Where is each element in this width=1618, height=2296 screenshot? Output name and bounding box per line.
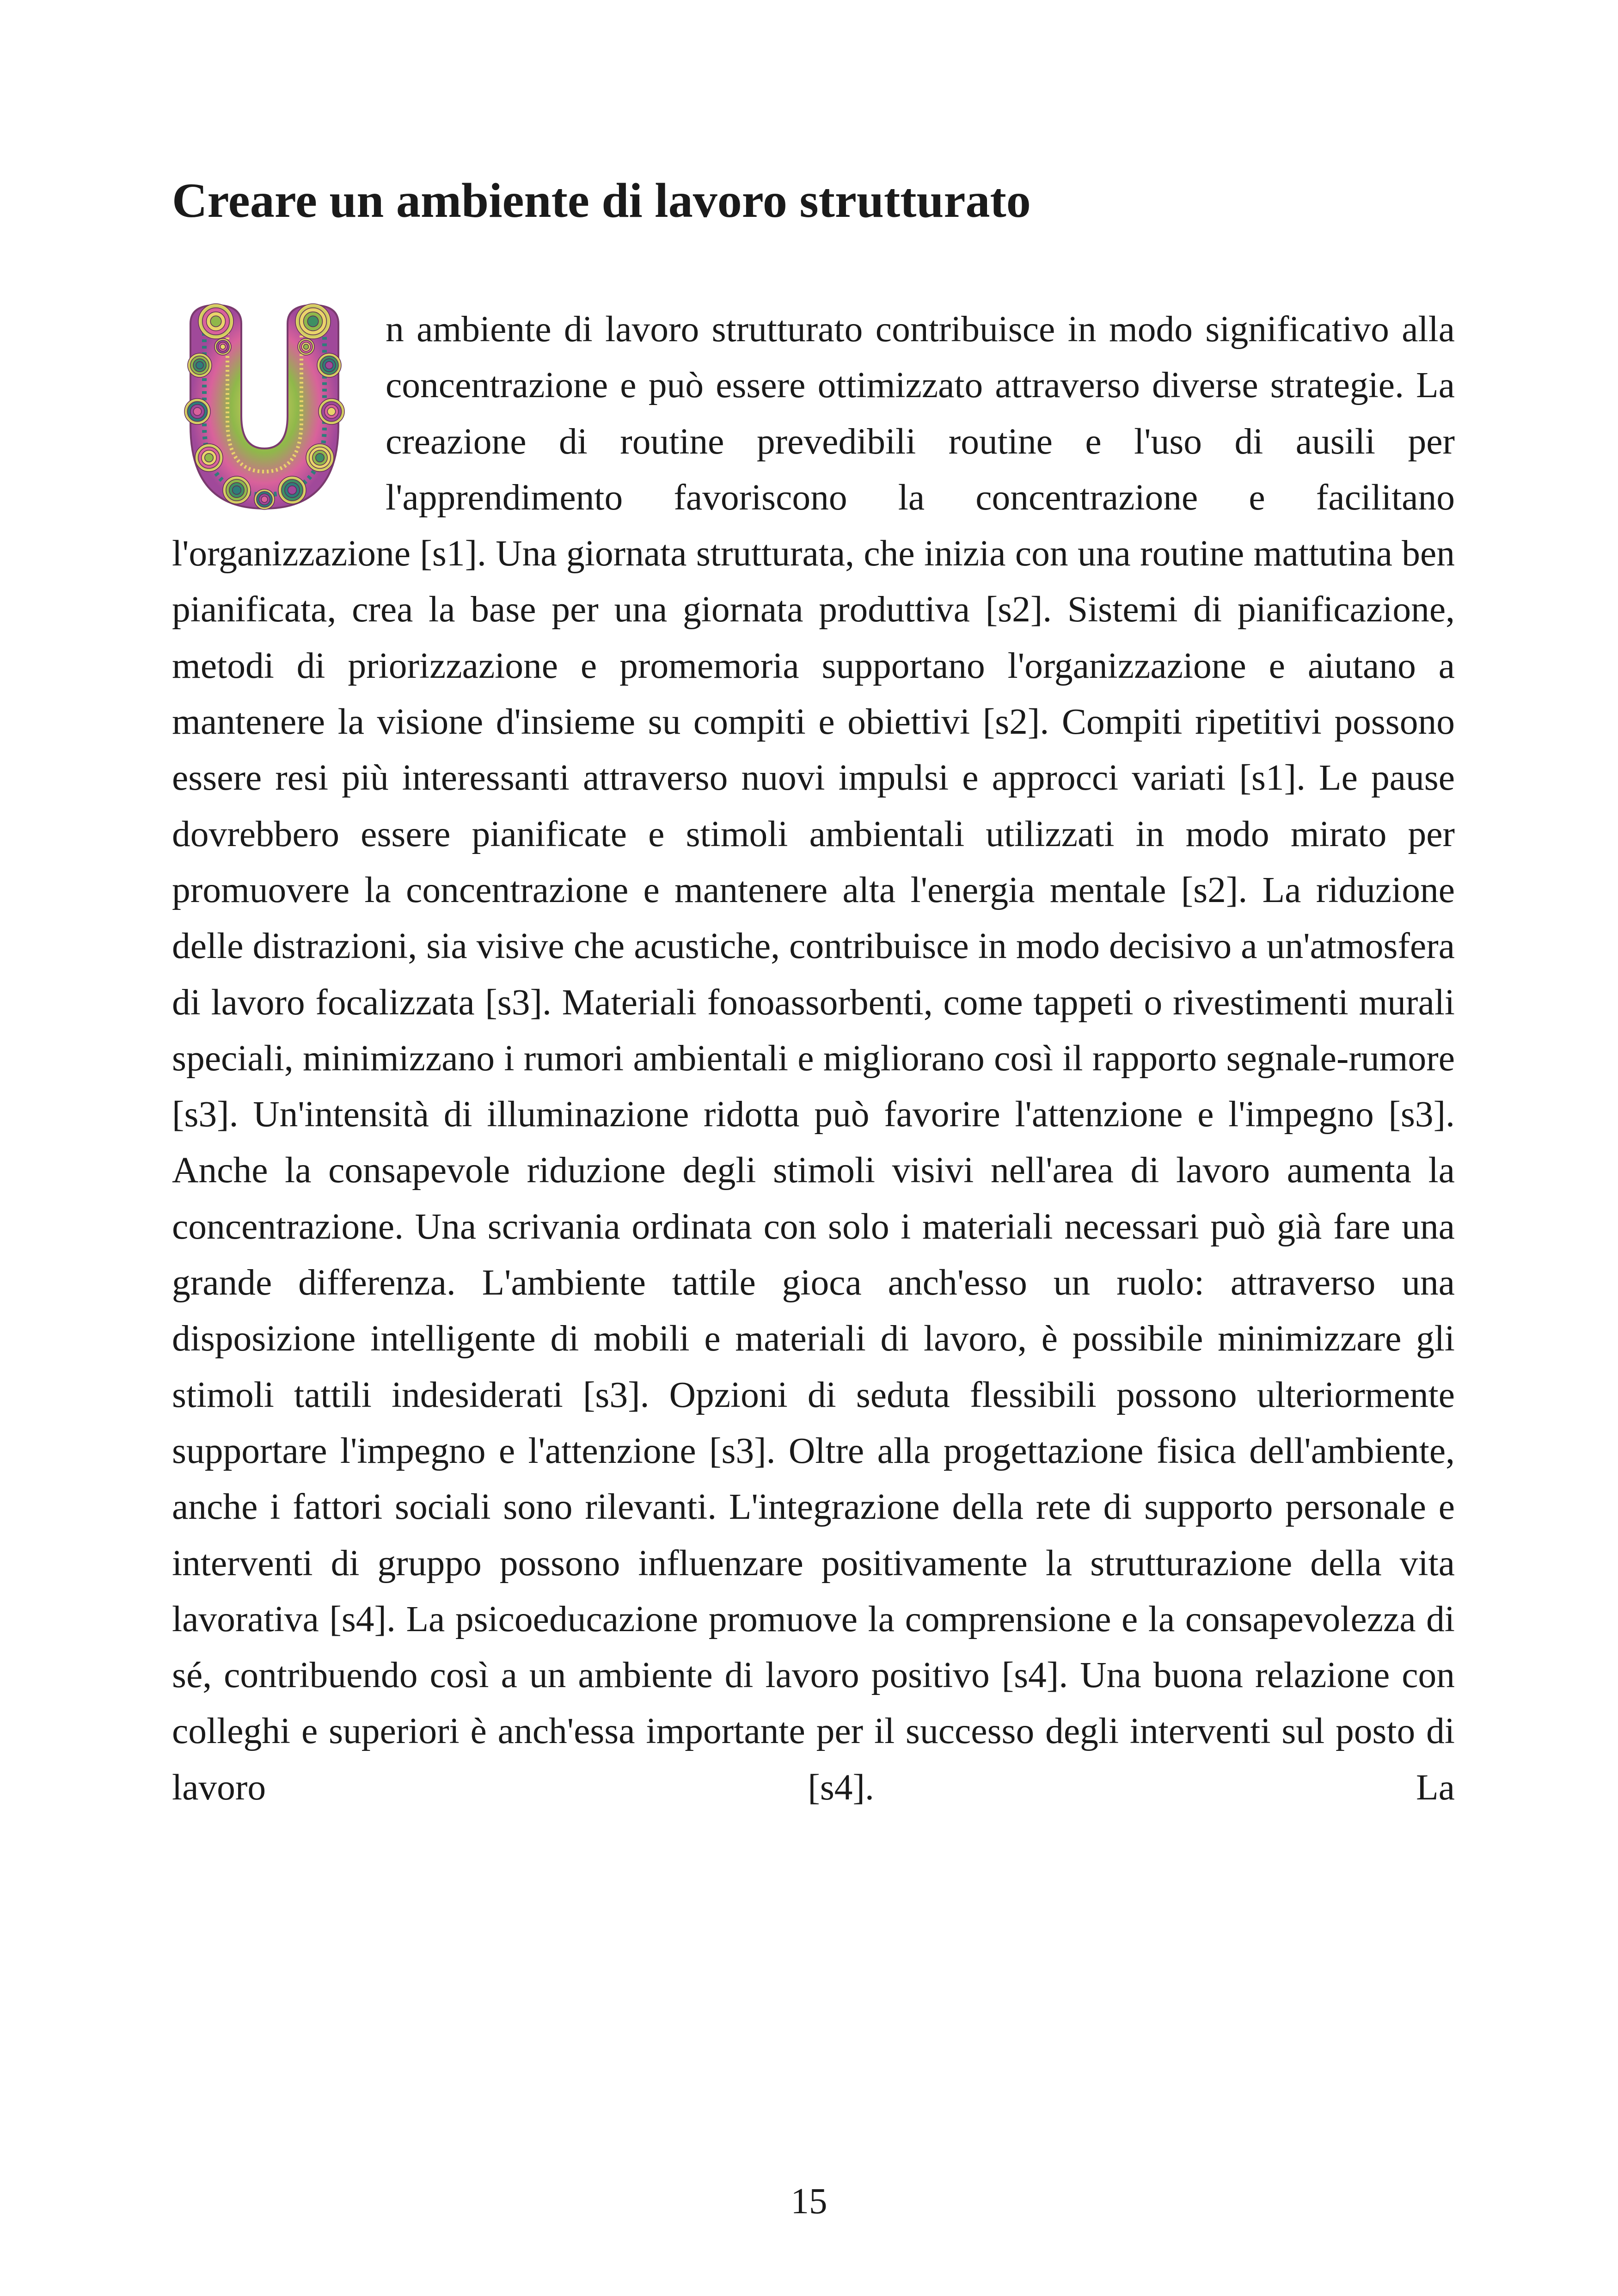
section-heading: Creare un ambiente di lavoro strutturato bbox=[172, 173, 1031, 227]
body-paragraph-text: n ambiente di lavoro strutturato contribuisce in modo significativo alla concentrazione e può essere ottimizzato attraverso diverse strategie. La creazione di routine prevedibili routine e l'uso di ausili per l'apprendimento favoriscono la concentrazione e facilitano l'organizzazione [s1]. Una giornata strutturata, che inizia con una routine mattutina ben pianificata, crea la base per una giornata produttiva [s2]. Sistemi di pianificazione, metodi di priorizzazione e promemoria supportano l'organizzazione e aiutano a mantenere la visione d'insieme su compiti e obiettivi [s2]. Compiti ripetitivi possono essere resi più interessanti attraverso nuovi impulsi e approcci variati [s1]. Le pause dovrebbero essere pianificate e stimoli ambientali utilizzati in modo mirato per promuovere la concentrazione e mantenere alta l'energia mentale [s2]. La riduzione delle distrazioni, sia visive che acustiche, contribuisce in modo decisivo a un'atmosfera di lavoro focalizzata [s3]. Materiali fonoassorbenti, come tappeti o rivestimenti murali speciali, minimizzano i rumori ambientali e migliorano così il rapporto segnale-rumore [s3]. Un'intensità di illuminazione ridotta può favorire l'attenzione e l'impegno [s3]. Anche la consapevole riduzione degli stimoli visivi nell'area di lavoro aumenta la concentrazione. Una scrivania ordinata con solo i materiali necessari può già fare una grande differenza. L'ambiente tattile gioca anch'esso un ruolo: attraverso una disposizione intelligente di mobili e materiali di lavoro, è possibile minimizzare gli stimoli tattili indesiderati [s3]. Opzioni di seduta flessibili possono ulteriormente supportare l'impegno e l'attenzione [s3]. Oltre alla progettazione fisica dell'ambiente, anche i fattori sociali sono rilevanti. L'integrazione della rete di supporto personale e interventi di gruppo possono influenzare positivamente la strutturazione della vita lavorativa [s4]. La psicoeducazione promuove la comprensione e la consapevolezza di sé, contribuendo così a un ambiente di lavoro positivo [s4]. Una buona relazione con colleghi e superiori è anch'essa importante per il successo degli interventi sul posto di lavoro [s4]. La bbox=[172, 309, 1455, 1808]
page-number: 15 bbox=[791, 2181, 827, 2222]
body-paragraph bbox=[172, 301, 1455, 1816]
drop-cap-float-space bbox=[172, 301, 386, 526]
